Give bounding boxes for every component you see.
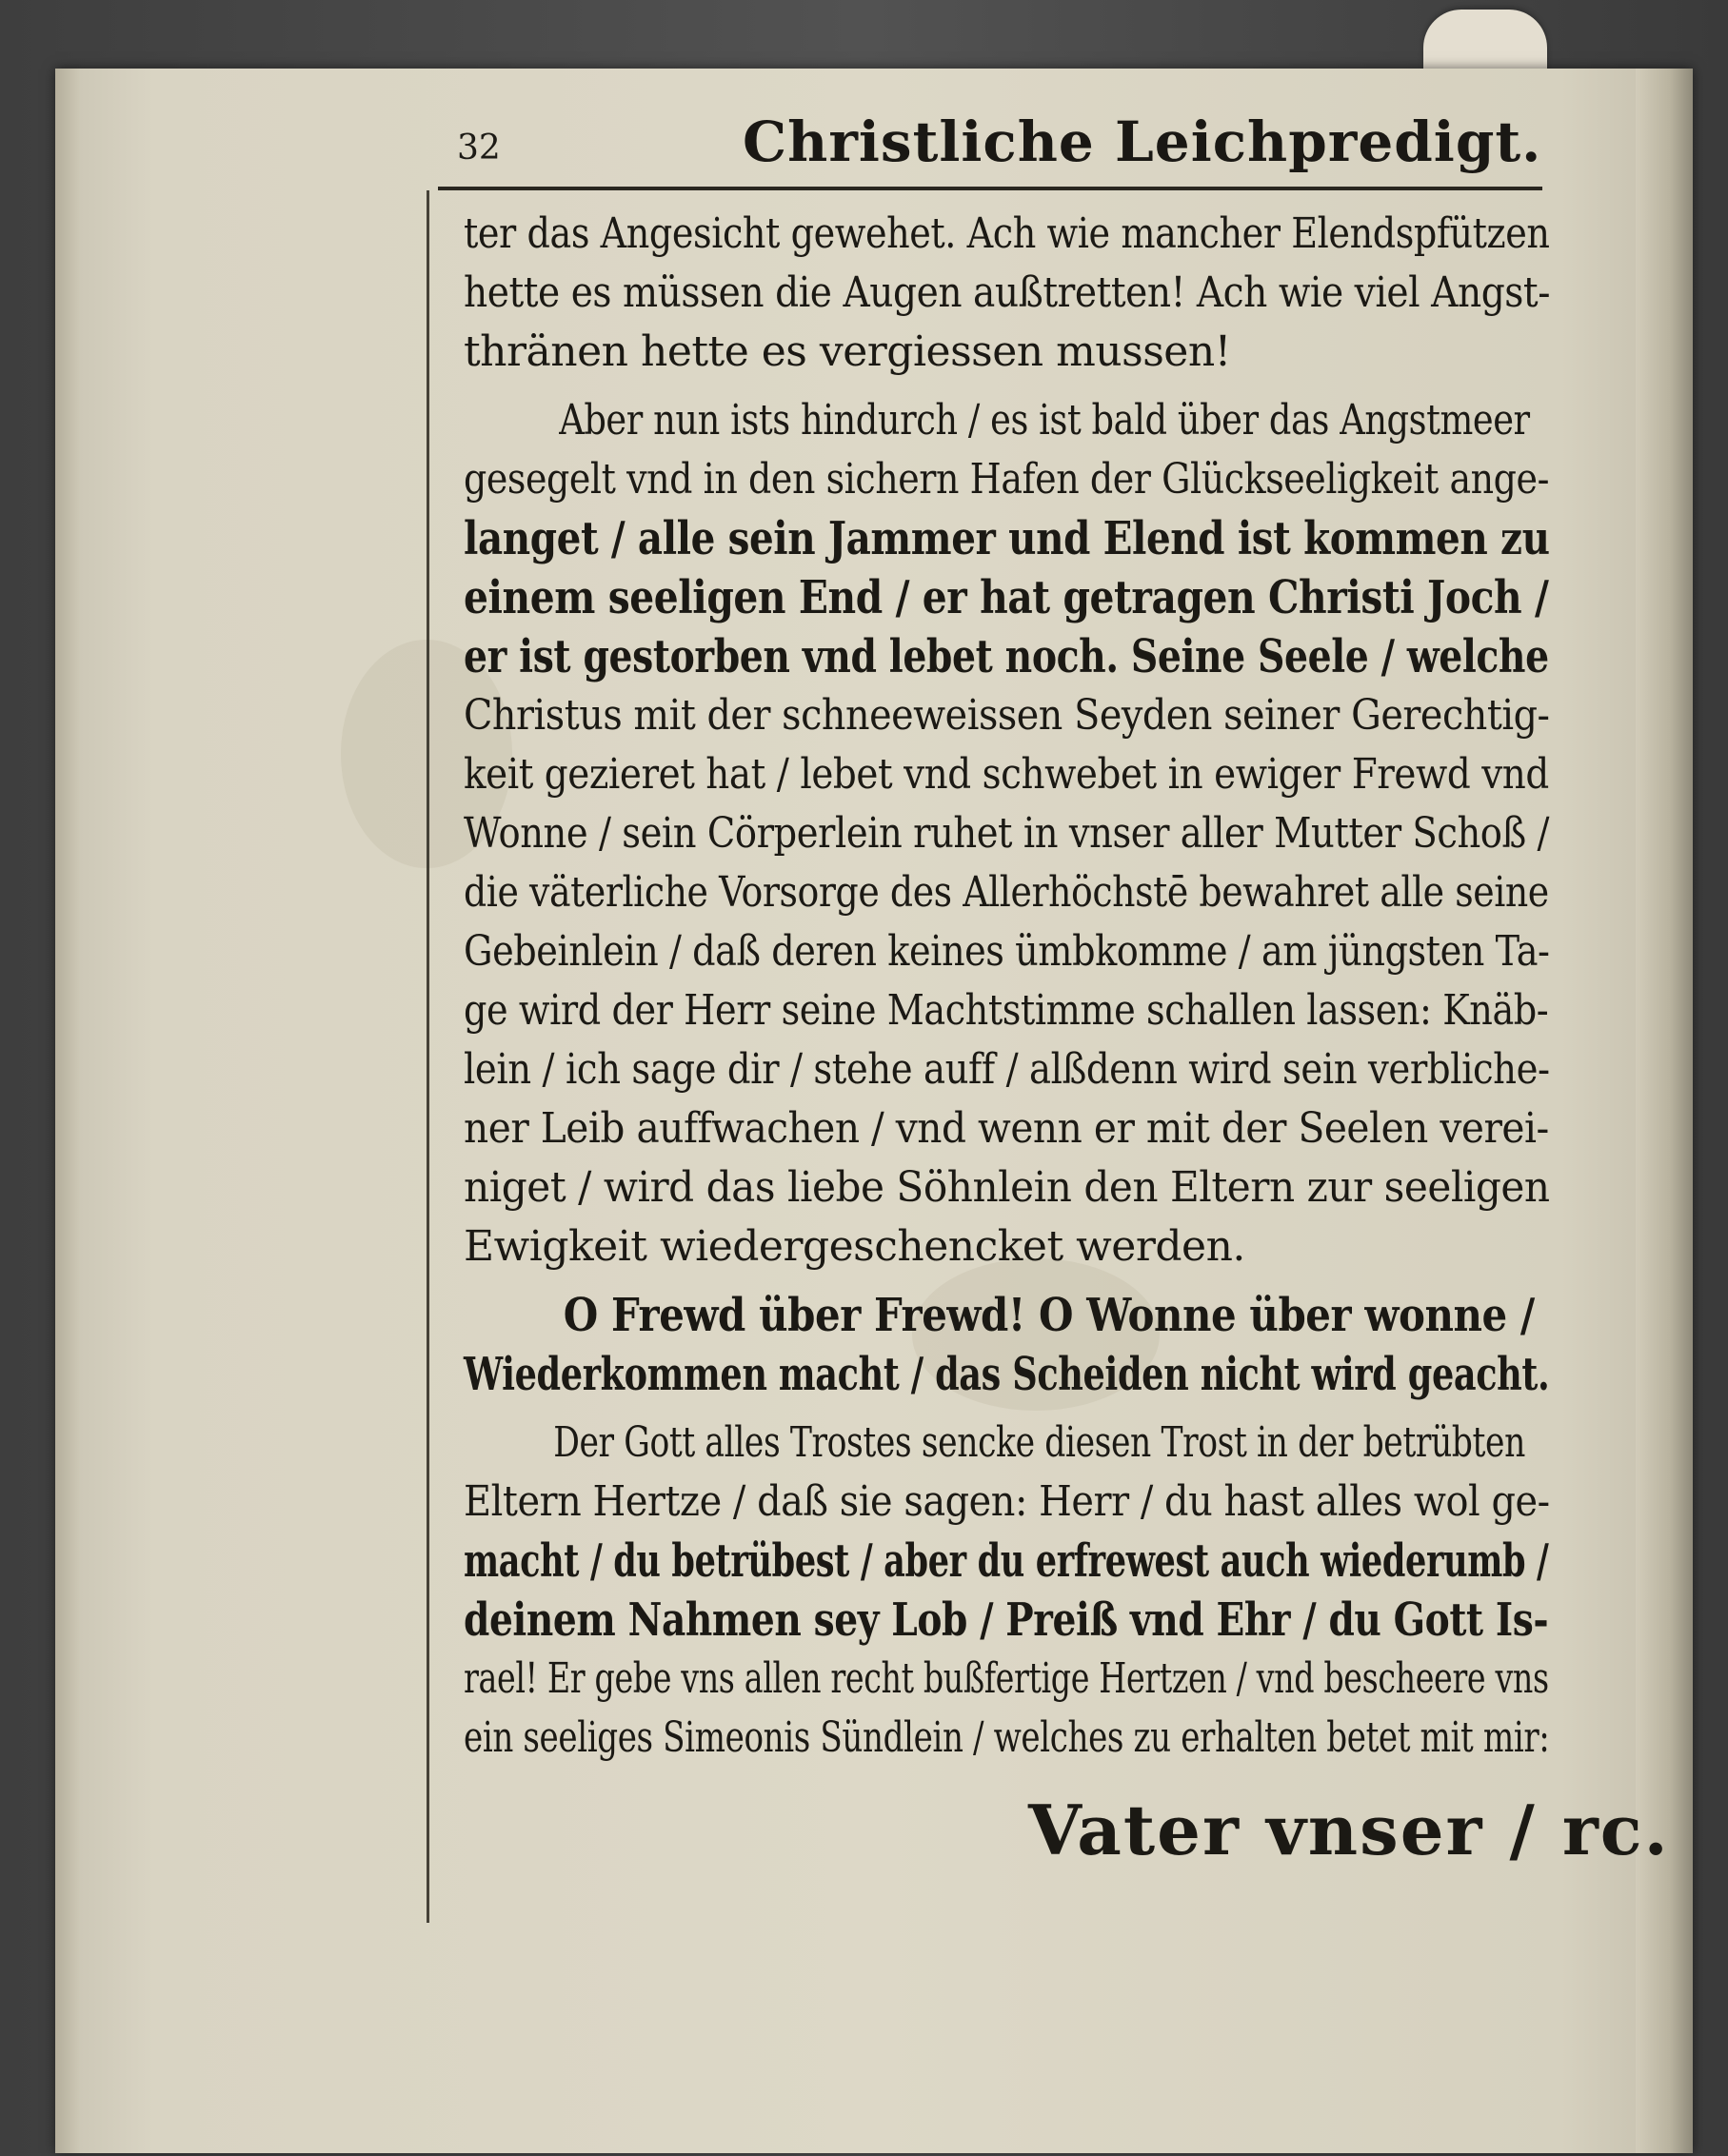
text-line: macht / du betrübest / aber du erfrewest auch wiederumb /	[464, 1534, 1549, 1588]
verse-line: O Frewd über Frewd! O Wonne über wonne /	[563, 1289, 1535, 1342]
paper-tab	[1423, 10, 1547, 76]
running-title: Christliche Leichpredigt.	[743, 109, 1542, 174]
text-line: Gebeinlein / daß deren keines ümbkomme / am jüngsten Ta-	[464, 927, 1550, 976]
text-line: ge wird der Herr seine Machtstimme schallen lassen: Knäb-	[464, 986, 1549, 1035]
text-line: Aber nun ists hindurch / es ist bald über das Angstmeer	[559, 396, 1530, 445]
text-line: Eltern Hertze / daß sie sagen: Herr / du hast alles wol ge-	[464, 1477, 1550, 1526]
text-line: lein / ich sage dir / stehe auff / alßdenn wird sein verbliche-	[464, 1045, 1550, 1094]
margin-rule	[427, 190, 429, 1923]
text-line: thränen hette es vergiessen mussen!	[464, 327, 1231, 376]
verse-line: Wiederkommen macht / das Scheiden nicht wird geacht.	[464, 1348, 1550, 1401]
text-line: niget / wird das liebe Söhnlein den Eltern zur seeligen	[464, 1163, 1550, 1212]
text-line: gesegelt vnd in den sichern Hafen der Glückseeligkeit ange-	[464, 455, 1549, 504]
text-line: deinem Nahmen sey Lob / Preiß vnd Ehr / du Gott Is-	[464, 1593, 1549, 1647]
text-line: hette es müssen die Augen außtretten! Ach wie viel Angst-	[464, 268, 1550, 317]
text-line: ter das Angesicht gewehet. Ach wie mancher Elendspfützen	[464, 209, 1550, 258]
page-gutter	[55, 69, 80, 2153]
text-line: keit gezieret hat / lebet vnd schwebet in ewiger Frewd vnd	[464, 750, 1549, 799]
text-line: ner Leib auffwachen / vnd wenn er mit der Seelen verei-	[464, 1104, 1549, 1153]
text-line: er ist gestorben vnd lebet noch. Seine Seele / welche	[464, 630, 1549, 683]
text-line: einem seeligen End / er hat getragen Christi Joch /	[464, 571, 1549, 624]
header-rule	[438, 187, 1542, 190]
text-line: Wonne / sein Cörperlein ruhet in vnser aller Mutter Schoß /	[464, 809, 1550, 858]
text-line: Ewigkeit wiedergeschencket werden.	[464, 1222, 1245, 1271]
page-number: 32	[457, 129, 501, 168]
text-line: Christus mit der schneeweissen Seyden seiner Gerechtig-	[464, 691, 1550, 740]
text-line: langet / alle sein Jammer und Elend ist kommen zu	[464, 512, 1550, 565]
body-text	[464, 205, 1549, 1768]
page-header	[457, 109, 1542, 186]
text-line: die väterliche Vorsorge des Allerhöchstē bewahret alle seine	[464, 868, 1549, 917]
text-line: ein seeliges Simeonis Sündlein / welches zu erhalten betet mit mir:	[464, 1713, 1550, 1762]
text-line: rael! Er gebe vns allen recht bußfertige Hertzen / vnd bescheere vns	[464, 1654, 1549, 1703]
closing-line: Vater vnser / rc.	[1028, 1790, 1670, 1870]
text-line: Der Gott alles Trostes sencke diesen Trost in der betrübten	[553, 1418, 1525, 1467]
